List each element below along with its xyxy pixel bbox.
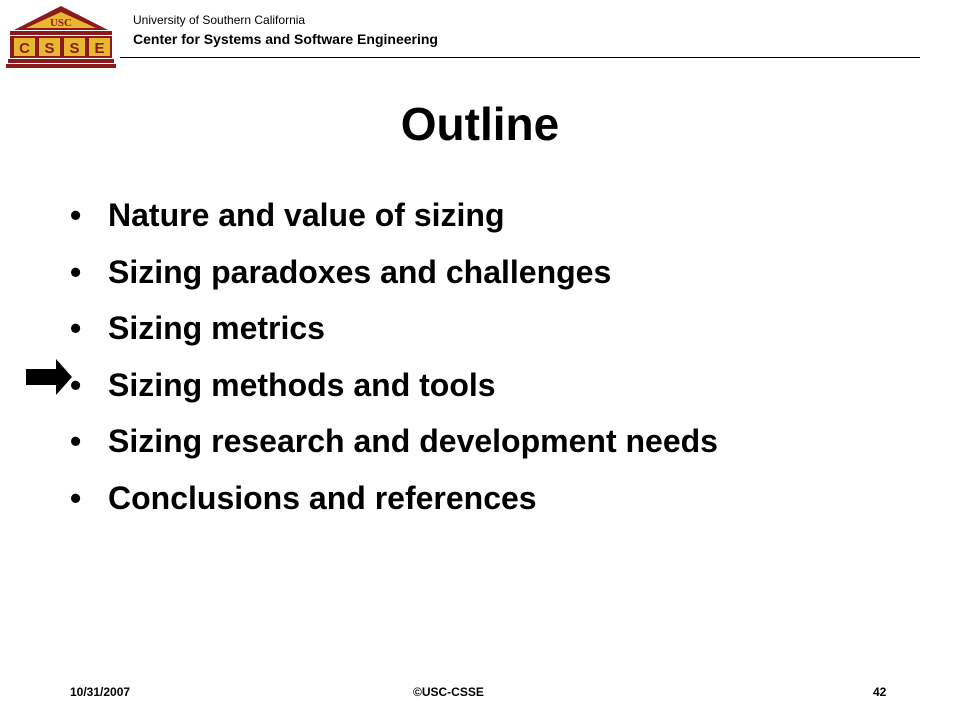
header-divider: [120, 57, 920, 58]
outline-item-current: [70, 365, 718, 422]
outline-item: [70, 421, 718, 478]
outline-item-text: Nature and value of sizing: [108, 197, 505, 233]
bullet-marker: •: [70, 423, 82, 459]
outline-item: [70, 252, 718, 309]
outline-item: [70, 195, 718, 252]
outline-item: [70, 478, 718, 535]
logo-letter: S: [69, 40, 80, 57]
university-name: University of Southern California: [133, 13, 306, 27]
bullet-marker: •: [70, 366, 82, 403]
center-name: Center for Systems and Software Engineering: [133, 31, 438, 47]
outline-item-text: Sizing methods and tools: [108, 366, 496, 403]
outline-item-text: Sizing research and development needs: [108, 423, 718, 459]
outline-item-text: Conclusions and references: [108, 479, 537, 516]
outline-list: [70, 195, 718, 534]
outline-item-text: Sizing paradoxes and challenges: [108, 253, 612, 290]
bullet-marker: •: [70, 479, 82, 516]
outline-item: [70, 308, 718, 365]
bullet-marker: •: [70, 310, 82, 346]
logo-usc-text: USC: [49, 17, 73, 29]
logo-letter: C: [19, 40, 30, 57]
bullet-marker: •: [70, 197, 82, 233]
footer-copyright: ©USC-CSSE: [413, 685, 484, 699]
outline-item-text: Sizing metrics: [108, 310, 325, 346]
page-number: 42: [873, 685, 887, 699]
bullet-marker: •: [70, 253, 82, 290]
logo-letter: E: [94, 40, 105, 57]
right-arrow-icon: [24, 357, 74, 397]
footer-date: 10/31/2007: [70, 685, 131, 699]
slide-title: Outline: [400, 98, 560, 150]
usc-csse-logo: [6, 4, 116, 70]
logo-letter: S: [44, 40, 55, 57]
